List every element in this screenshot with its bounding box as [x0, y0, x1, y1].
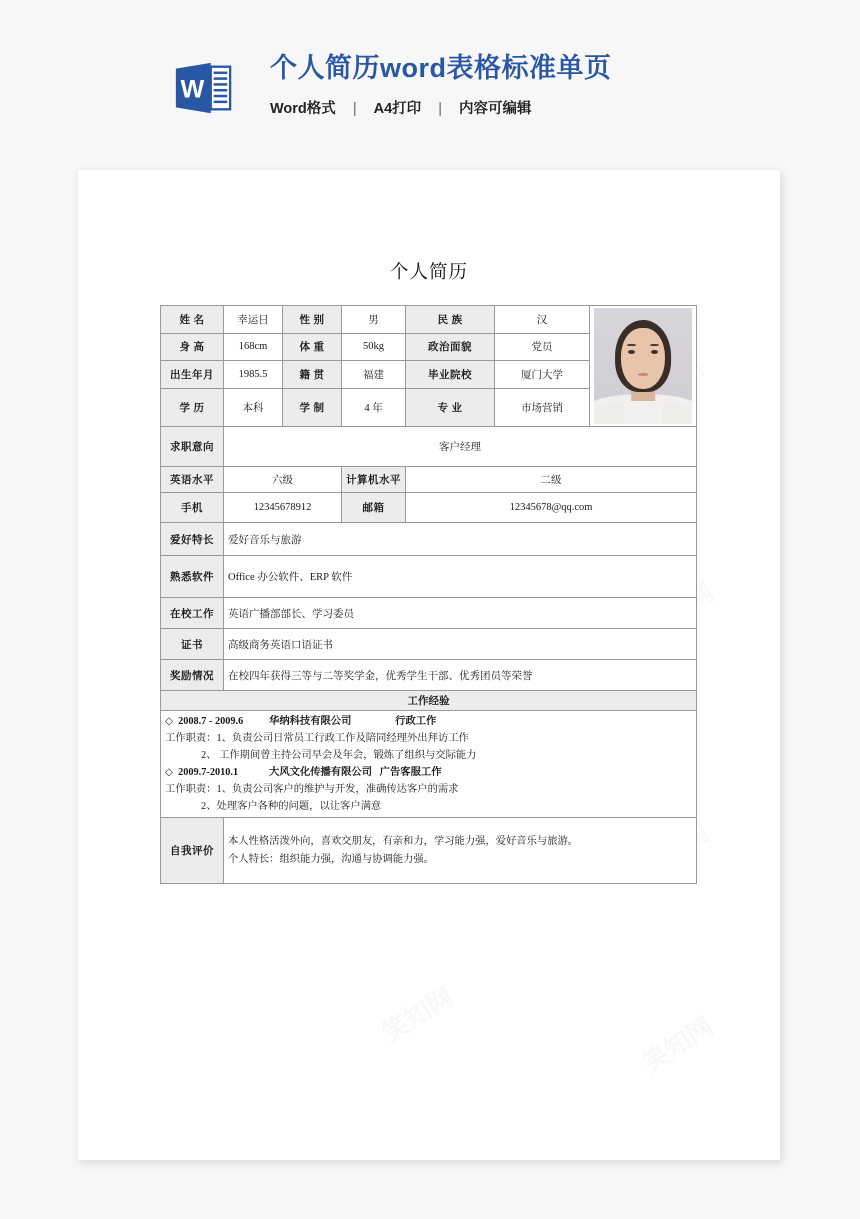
banner-title: 个人简历word表格标准单页 [270, 53, 612, 83]
label-awards: 奖励情况 [161, 660, 224, 691]
work-entry-duty-2a: 工作职责：1、负责公司客户的维护与开发，准确传达客户的需求 [165, 784, 459, 795]
work-entry-duty-2b: 2、处理客户各种的问题，以让客户满意 [165, 801, 382, 812]
word-document-icon [172, 57, 234, 119]
label-education: 学 历 [161, 388, 224, 426]
table-row [161, 493, 697, 523]
table-row [161, 660, 697, 691]
value-email: 12345678@qq.com [406, 493, 697, 523]
value-name: 幸运日 [224, 306, 283, 334]
table-row [161, 711, 697, 818]
table-row [161, 818, 697, 884]
page-banner [0, 0, 860, 150]
label-gender: 性 别 [283, 306, 342, 334]
value-self-evaluation [224, 818, 697, 884]
label-hometown: 籍 贯 [283, 361, 342, 389]
value-school-work: 英语广播部部长、学习委员 [224, 598, 697, 629]
label-software: 熟悉软件 [161, 556, 224, 598]
value-education: 本科 [224, 388, 283, 426]
section-header-work-experience: 工作经验 [161, 691, 697, 711]
value-weight: 50kg [342, 333, 406, 361]
work-entry-title-1: ◇ 2008.7 - 2009.6 华纳科技有限公司 行政工作 [165, 716, 437, 727]
label-ethnicity: 民 族 [406, 306, 495, 334]
label-english: 英语水平 [161, 467, 224, 493]
label-phone: 手机 [161, 493, 224, 523]
banner-sub-print: A4打印 [373, 101, 422, 117]
banner-sub-separator-2: | [438, 101, 442, 117]
value-height: 168cm [224, 333, 283, 361]
watermark: 笑知网 [377, 982, 459, 1049]
value-phone: 12345678912 [224, 493, 342, 523]
applicant-photo [594, 308, 692, 424]
banner-sub-separator-1: | [352, 101, 357, 117]
banner-text-block [270, 50, 612, 118]
label-duration: 学 制 [283, 388, 342, 426]
value-school: 厦门大学 [495, 361, 590, 389]
label-computer: 计算机水平 [342, 467, 406, 493]
work-experience-body [161, 711, 697, 818]
label-school: 毕业院校 [406, 361, 495, 389]
self-eval-line-2: 个人特长：组织能力强，沟通与协调能力强。 [228, 853, 434, 865]
label-certificate: 证书 [161, 629, 224, 660]
value-major: 市场营销 [495, 388, 590, 426]
work-entry-duty-1b: 2、 工作期间曾主持公司早会及年会，锻炼了组织与交际能力 [165, 750, 477, 761]
page-title: 个人简历 [389, 263, 468, 283]
value-computer: 二级 [406, 467, 697, 493]
value-gender: 男 [342, 306, 406, 334]
svg-text:W: W [180, 75, 205, 104]
self-eval-line-1: 本人性格活泼外向，喜欢交朋友，有亲和力，学习能力强，爱好音乐与旅游。 [228, 835, 579, 847]
value-awards: 在校四年获得三等与二等奖学金，优秀学生干部、优秀团员等荣誉 [224, 660, 697, 691]
value-software: Office 办公软件、ERP 软件 [224, 556, 697, 598]
value-birthdate: 1985.5 [224, 361, 283, 389]
label-name: 姓 名 [161, 306, 224, 334]
table-row [161, 523, 697, 556]
table-row [161, 629, 697, 660]
table-row [161, 467, 697, 493]
label-major: 专 业 [406, 388, 495, 426]
label-email: 邮箱 [342, 493, 406, 523]
label-school-work: 在校工作 [161, 598, 224, 629]
value-hometown: 福建 [342, 361, 406, 389]
label-politics: 政治面貌 [406, 333, 495, 361]
label-birthdate: 出生年月 [161, 361, 224, 389]
label-self-evaluation: 自我评价 [161, 818, 224, 884]
document-page [78, 170, 780, 1160]
label-hobby: 爱好特长 [161, 523, 224, 556]
work-entry-title-2: ◇ 2009.7-2010.1 大风文化传播有限公司 广告客服工作 [165, 767, 442, 778]
banner-sub-editable: 内容可编辑 [459, 101, 532, 117]
value-ethnicity: 汉 [495, 306, 590, 334]
label-height: 身 高 [161, 333, 224, 361]
work-entry-duty-1a: 工作职责：1、负责公司日常员工行政工作及陪同经理外出拜访工作 [165, 733, 469, 744]
value-certificate: 高级商务英语口语证书 [224, 629, 697, 660]
value-hobby: 爱好音乐与旅游 [224, 523, 697, 556]
banner-sub-format: Word格式 [270, 101, 336, 117]
label-job-intent: 求职意向 [161, 427, 224, 467]
table-row [161, 556, 697, 598]
table-row [161, 691, 697, 711]
watermark: 笑知网 [637, 1012, 719, 1079]
label-weight: 体 重 [283, 333, 342, 361]
value-english: 六级 [224, 467, 342, 493]
photo-cell [590, 306, 697, 427]
resume-table [160, 305, 697, 884]
table-row [161, 427, 697, 467]
value-politics: 党员 [495, 333, 590, 361]
table-row [161, 306, 697, 334]
banner-subtitle [270, 97, 612, 118]
value-duration: 4 年 [342, 388, 406, 426]
table-row [161, 598, 697, 629]
value-job-intent: 客户经理 [224, 427, 697, 467]
